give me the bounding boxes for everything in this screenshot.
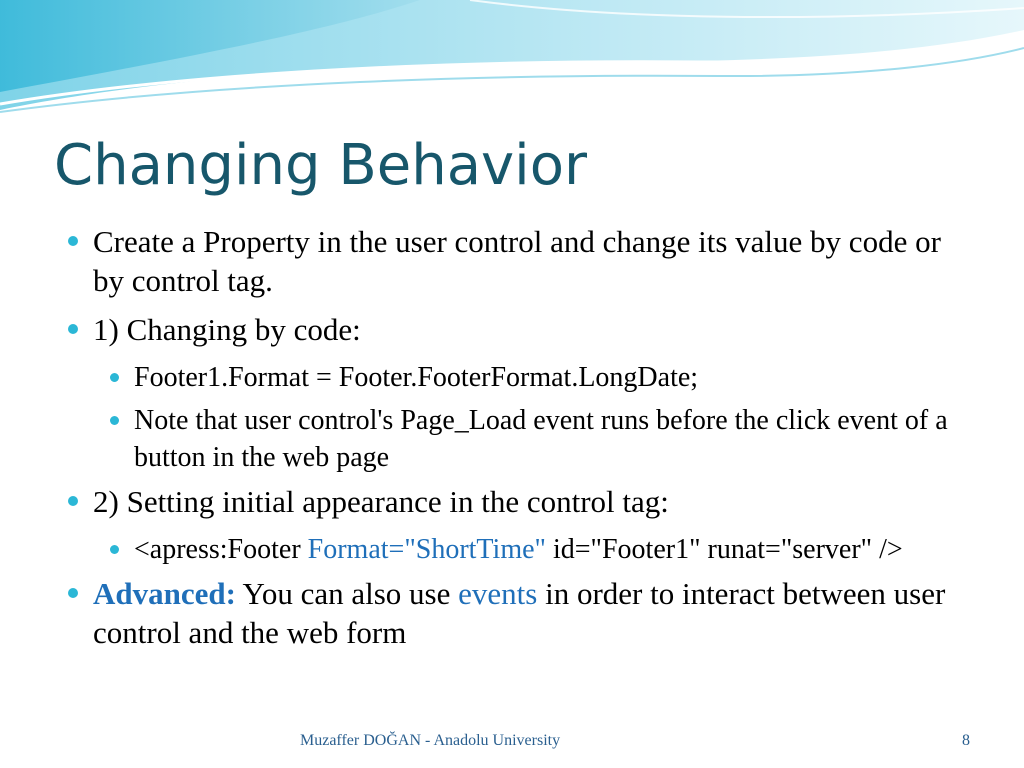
advanced-text-part1: You can also use (235, 576, 459, 611)
tag-code-part2: id="Footer1" runat="server" /> (545, 534, 903, 565)
tag-code-highlight: Format="ShortTime" (307, 534, 546, 565)
advanced-text-part2: in order to interact between user control and the web form (93, 576, 946, 650)
advanced-label: Advanced: (93, 576, 236, 611)
bullet-text: 1) Changing by code: (93, 312, 361, 347)
sub-bullet-item-tag-code (66, 531, 976, 568)
bullet-item-control-tag (66, 482, 976, 521)
bullet-item-changing-by-code (66, 310, 976, 349)
sub-bullet-text: Note that user control's Page_Load event runs before the click event of a button in the web page (134, 405, 948, 473)
slide-title: Changing Behavior (54, 133, 588, 198)
sub-bullet-item-code-line (66, 359, 976, 396)
bullet-dot-icon (68, 588, 78, 598)
sub-bullet-dot-icon (110, 416, 119, 425)
advanced-highlight: events (458, 576, 538, 611)
bullet-text: 2) Setting initial appearance in the control tag: (93, 484, 669, 519)
sub-bullet-item-note (66, 402, 976, 476)
sub-bullet-dot-icon (110, 373, 119, 382)
tag-code-part1: <apress:Footer (134, 534, 308, 565)
footer-author: Muzaffer DOĞAN - Anadolu University (300, 732, 561, 749)
bullet-list (66, 222, 976, 662)
sub-bullet-text: Footer1.Format = Footer.FooterFormat.LongDate; (134, 362, 699, 393)
header-wave-decoration (0, 0, 1024, 125)
bullet-item-advanced (66, 574, 976, 652)
page-number: 8 (962, 732, 970, 749)
bullet-dot-icon (68, 324, 78, 334)
bullet-dot-icon (68, 236, 78, 246)
bullet-item-property (66, 222, 976, 300)
bullet-dot-icon (68, 496, 78, 506)
bullet-text: Create a Property in the user control and change its value by code or by control tag. (93, 224, 941, 298)
sub-bullet-dot-icon (110, 545, 119, 554)
